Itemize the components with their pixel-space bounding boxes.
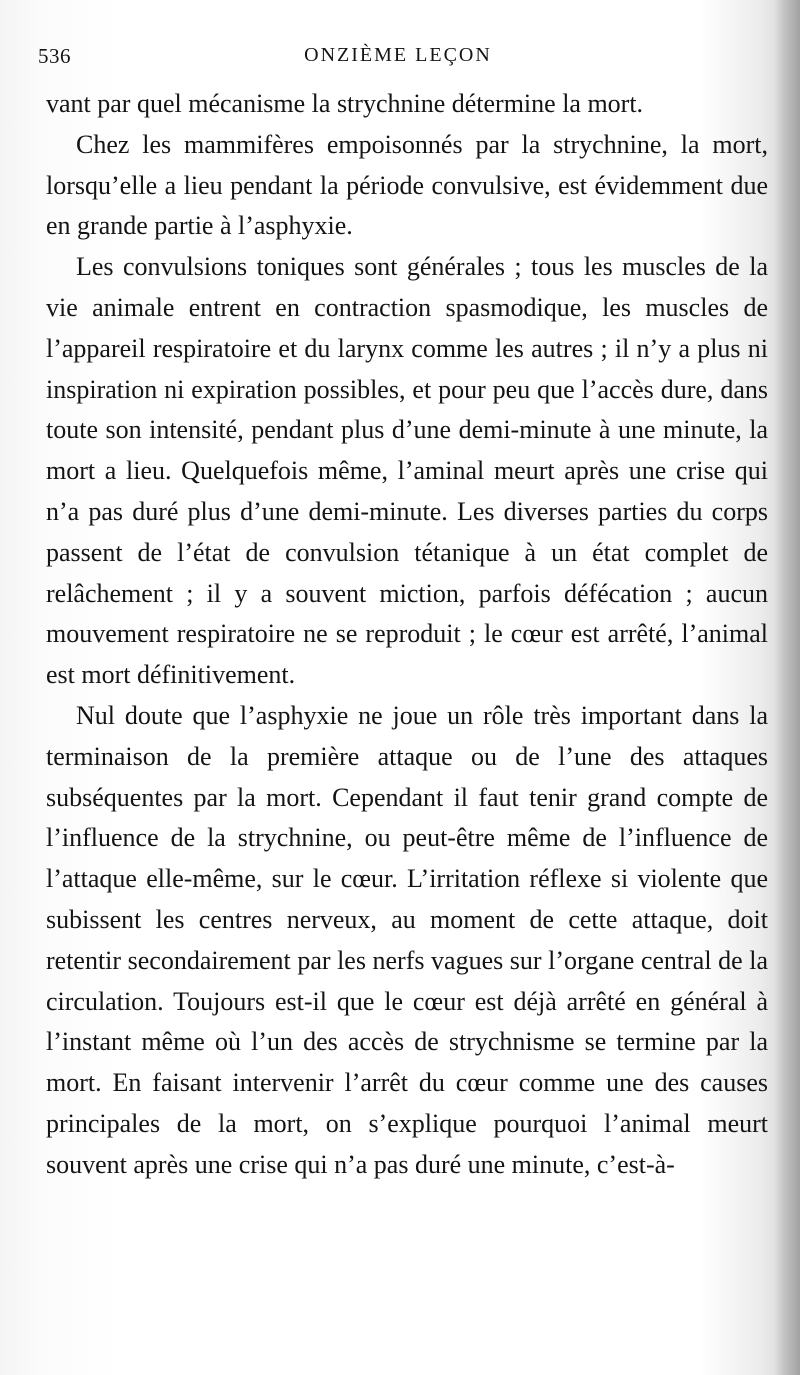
page-edge-shadow — [774, 0, 800, 1375]
paragraph-heart-arrest: Nul doute que l’asphyxie ne joue un rôle très important dans la terminaison de la première attaque ou de l’une des attaques subséquentes par la mort. Cependant il faut tenir grand compte de l’influence de la strychnine, ou peut-être même de l’influence de l’attaque elle-même, sur le cœur. L’irritation réflexe si violente que subissent les centres nerveux, au moment de cette attaque, doit retentir secondairement par les nerfs vagues sur l’organe central de la circulation. Toujours est-il que le cœur est déjà arrêté en général à l’instant même où l’un des accès de strychnisme se termine par la mort. En faisant intervenir l’arrêt du cœur comme une des causes principales de la mort, on s’explique pourquoi l’animal meurt souvent après une crise qui n’a pas duré une minute, c’est-à- — [46, 700, 768, 1179]
body-text — [46, 84, 768, 1186]
paragraph-convulsions: Les convulsions toniques sont générales ; tous les muscles de la vie animale entrent en contraction spasmodique, les muscles de l’appareil respiratoire et du larynx comme les autres ; il n’y a plus ni inspiration ni expiration possibles, et pour peu que l’accès dure, dans toute son intensité, pendant plus d’une demi-minute à une minute, la mort a lieu. Quelquefois même, l’aminal meurt après une crise qui n’a pas duré plus d’une demi-minute. Les diverses parties du corps passent de l’état de convulsion tétanique à un état complet de relâchement ; il y a souvent miction, parfois défécation ; aucun mouvement respiratoire ne se reproduit ; le cœur est arrêté, l’animal est mort définitivement. — [46, 252, 768, 690]
running-head: ONZIÈME LEÇON — [304, 44, 492, 66]
page-header — [38, 44, 758, 74]
paragraph-continuation: vant par quel mécanisme la strychnine détermine la mort. — [46, 89, 644, 118]
page-number: 536 — [38, 44, 71, 68]
paragraph-asphyxia: Chez les mammifères empoisonnés par la strychnine, la mort, lorsqu’elle a lieu pendant la période convulsive, est évidemment due en grande partie à l’asphyxie. — [46, 129, 768, 241]
